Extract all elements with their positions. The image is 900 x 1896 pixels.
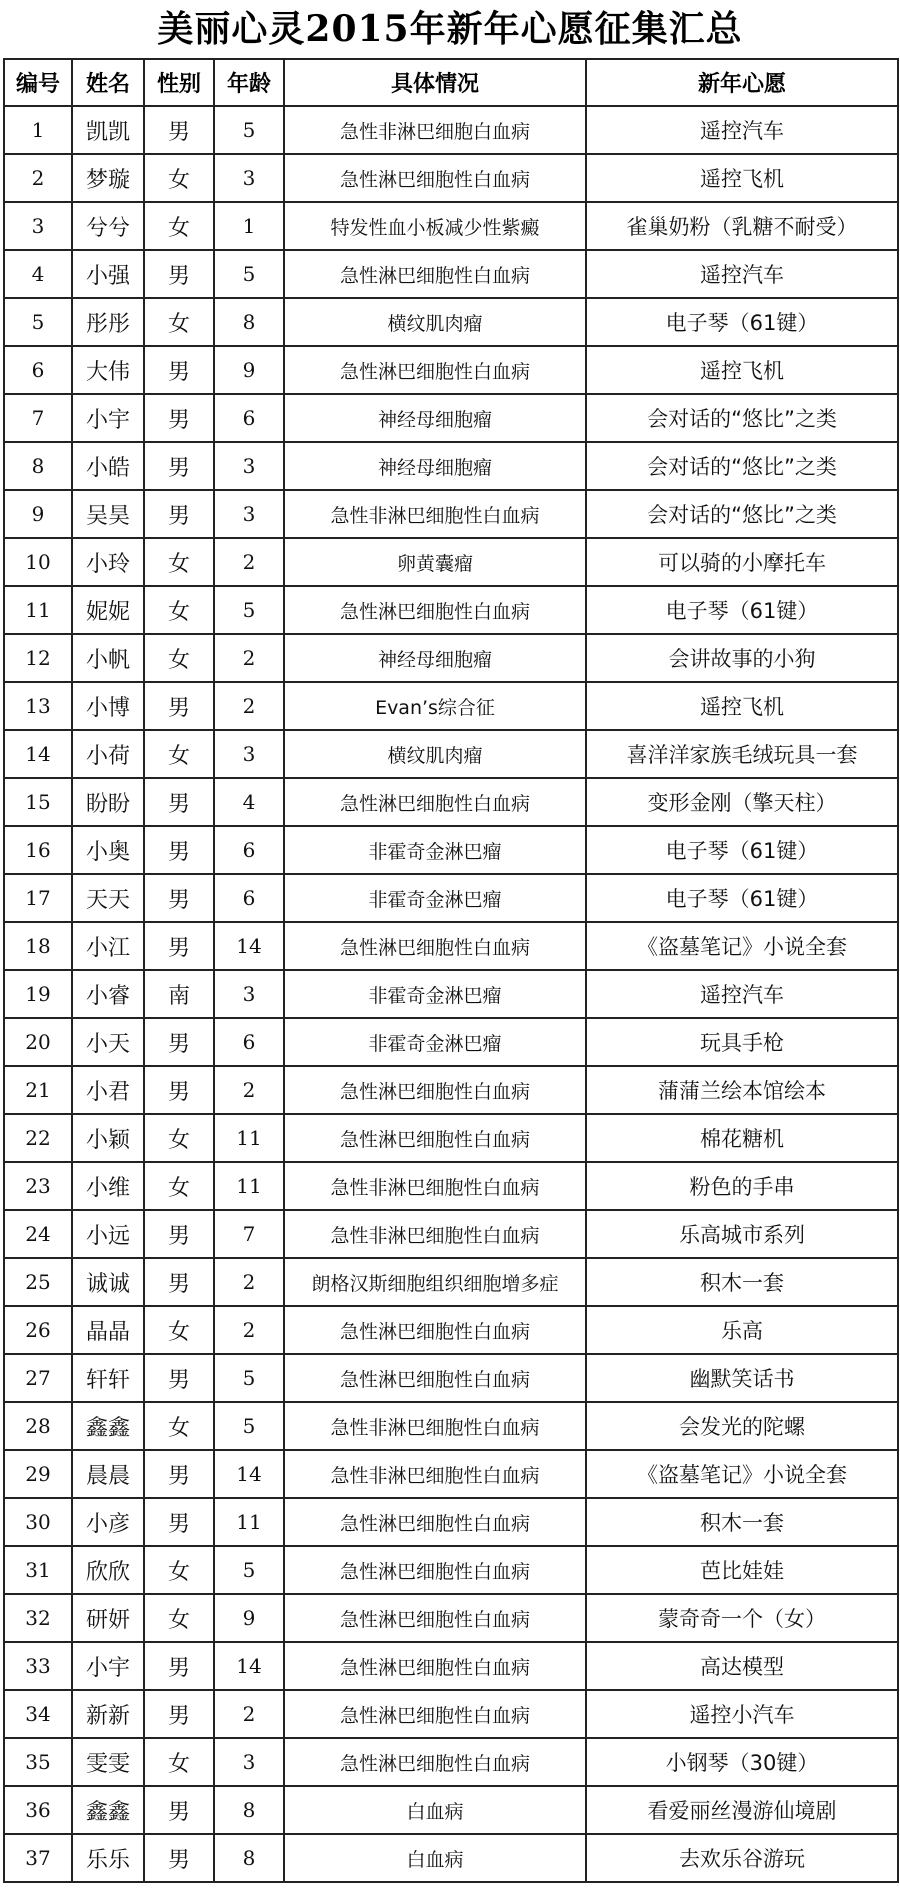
row-wish: 会讲故事的小狗 <box>586 634 898 682</box>
row-condition: 白血病 <box>284 1786 586 1834</box>
row-wish: 积木一套 <box>586 1498 898 1546</box>
row-condition: 非霍奇金淋巴瘤 <box>284 970 586 1018</box>
row-age: 3 <box>214 730 284 778</box>
row-condition: 横纹肌肉瘤 <box>284 730 586 778</box>
row-name: 小宇 <box>72 1642 144 1690</box>
table-row <box>4 1642 898 1690</box>
row-condition: 急性淋巴细胞性白血病 <box>284 1354 586 1402</box>
row-wish: 电子琴（61键） <box>586 586 898 634</box>
row-wish: 遥控汽车 <box>586 250 898 298</box>
row-sex: 男 <box>144 1258 214 1306</box>
row-id: 11 <box>4 586 72 634</box>
row-age: 9 <box>214 1594 284 1642</box>
row-id: 19 <box>4 970 72 1018</box>
table-row <box>4 1450 898 1498</box>
row-age: 6 <box>214 826 284 874</box>
row-id: 24 <box>4 1210 72 1258</box>
row-condition: 非霍奇金淋巴瘤 <box>284 1018 586 1066</box>
row-name: 小睿 <box>72 970 144 1018</box>
row-age: 5 <box>214 586 284 634</box>
row-id: 2 <box>4 154 72 202</box>
row-name: 研妍 <box>72 1594 144 1642</box>
row-id: 23 <box>4 1162 72 1210</box>
row-id: 10 <box>4 538 72 586</box>
row-id: 37 <box>4 1834 72 1882</box>
row-wish: 棉花糖机 <box>586 1114 898 1162</box>
row-id: 25 <box>4 1258 72 1306</box>
row-age: 5 <box>214 250 284 298</box>
row-sex: 男 <box>144 874 214 922</box>
table-row <box>4 1402 898 1450</box>
row-age: 14 <box>214 1642 284 1690</box>
table-row <box>4 394 898 442</box>
row-name: 小君 <box>72 1066 144 1114</box>
table-row <box>4 634 898 682</box>
row-condition: 急性淋巴细胞性白血病 <box>284 1114 586 1162</box>
row-age: 2 <box>214 682 284 730</box>
row-wish: 变形金刚（擎天柱） <box>586 778 898 826</box>
row-wish: 乐高城市系列 <box>586 1210 898 1258</box>
row-name: 新新 <box>72 1690 144 1738</box>
row-sex: 男 <box>144 922 214 970</box>
row-id: 15 <box>4 778 72 826</box>
row-sex: 男 <box>144 682 214 730</box>
row-sex: 女 <box>144 1546 214 1594</box>
row-wish: 电子琴（61键） <box>586 298 898 346</box>
row-name: 小奥 <box>72 826 144 874</box>
row-age: 14 <box>214 1450 284 1498</box>
table-row <box>4 490 898 538</box>
row-condition: 急性淋巴细胞性白血病 <box>284 922 586 970</box>
row-wish: 会对话的“悠比”之类 <box>586 394 898 442</box>
row-age: 3 <box>214 442 284 490</box>
row-name: 晨晨 <box>72 1450 144 1498</box>
row-sex: 男 <box>144 1786 214 1834</box>
row-condition: 白血病 <box>284 1834 586 1882</box>
row-name: 乐乐 <box>72 1834 144 1882</box>
row-sex: 女 <box>144 202 214 250</box>
row-name: 大伟 <box>72 346 144 394</box>
table-row <box>4 442 898 490</box>
table-row <box>4 922 898 970</box>
row-wish: 蒙奇奇一个（女） <box>586 1594 898 1642</box>
row-sex: 女 <box>144 538 214 586</box>
row-wish: 积木一套 <box>586 1258 898 1306</box>
row-name: 小博 <box>72 682 144 730</box>
row-id: 28 <box>4 1402 72 1450</box>
row-condition: 急性淋巴细胞性白血病 <box>284 586 586 634</box>
row-name: 吴昊 <box>72 490 144 538</box>
table-row <box>4 1210 898 1258</box>
row-age: 5 <box>214 1546 284 1594</box>
row-sex: 女 <box>144 1306 214 1354</box>
row-name: 兮兮 <box>72 202 144 250</box>
row-age: 5 <box>214 106 284 154</box>
row-id: 35 <box>4 1738 72 1786</box>
row-name: 小维 <box>72 1162 144 1210</box>
row-age: 11 <box>214 1162 284 1210</box>
row-name: 小江 <box>72 922 144 970</box>
table-row <box>4 1162 898 1210</box>
row-age: 14 <box>214 922 284 970</box>
table-row <box>4 1498 898 1546</box>
row-name: 梦璇 <box>72 154 144 202</box>
row-condition: 非霍奇金淋巴瘤 <box>284 826 586 874</box>
row-condition: 急性淋巴细胞性白血病 <box>284 778 586 826</box>
row-id: 14 <box>4 730 72 778</box>
row-name: 小玲 <box>72 538 144 586</box>
row-condition: 横纹肌肉瘤 <box>284 298 586 346</box>
row-wish: 会对话的“悠比”之类 <box>586 442 898 490</box>
row-age: 3 <box>214 490 284 538</box>
table-row <box>4 1066 898 1114</box>
row-id: 5 <box>4 298 72 346</box>
row-wish: 去欢乐谷游玩 <box>586 1834 898 1882</box>
row-id: 6 <box>4 346 72 394</box>
row-name: 小彦 <box>72 1498 144 1546</box>
table-row <box>4 1738 898 1786</box>
row-condition: 急性淋巴细胞性白血病 <box>284 1306 586 1354</box>
row-id: 16 <box>4 826 72 874</box>
row-wish: 乐高 <box>586 1306 898 1354</box>
row-wish: 遥控飞机 <box>586 154 898 202</box>
row-id: 20 <box>4 1018 72 1066</box>
row-age: 11 <box>214 1498 284 1546</box>
row-wish: 遥控飞机 <box>586 346 898 394</box>
row-condition: 特发性血小板减少性紫癜 <box>284 202 586 250</box>
row-wish: 《盗墓笔记》小说全套 <box>586 1450 898 1498</box>
row-age: 9 <box>214 346 284 394</box>
row-name: 小皓 <box>72 442 144 490</box>
row-wish: 遥控汽车 <box>586 106 898 154</box>
row-id: 36 <box>4 1786 72 1834</box>
row-age: 7 <box>214 1210 284 1258</box>
row-wish: 玩具手枪 <box>586 1018 898 1066</box>
row-age: 2 <box>214 1306 284 1354</box>
row-id: 13 <box>4 682 72 730</box>
row-sex: 男 <box>144 490 214 538</box>
row-id: 33 <box>4 1642 72 1690</box>
row-sex: 女 <box>144 1162 214 1210</box>
row-sex: 女 <box>144 586 214 634</box>
wish-table <box>3 58 899 1883</box>
row-name: 欣欣 <box>72 1546 144 1594</box>
row-sex: 男 <box>144 1018 214 1066</box>
row-age: 6 <box>214 1018 284 1066</box>
row-sex: 女 <box>144 1114 214 1162</box>
header-name: 姓名 <box>72 59 144 106</box>
table-row <box>4 1306 898 1354</box>
row-age: 1 <box>214 202 284 250</box>
row-condition: 急性淋巴细胞性白血病 <box>284 346 586 394</box>
row-wish: 芭比娃娃 <box>586 1546 898 1594</box>
row-condition: 卵黄囊瘤 <box>284 538 586 586</box>
row-sex: 男 <box>144 250 214 298</box>
row-sex: 女 <box>144 154 214 202</box>
table-row <box>4 1114 898 1162</box>
row-age: 5 <box>214 1354 284 1402</box>
row-sex: 男 <box>144 1642 214 1690</box>
row-condition: Evan’s综合征 <box>284 682 586 730</box>
row-wish: 蒲蒲兰绘本馆绘本 <box>586 1066 898 1114</box>
row-name: 晶晶 <box>72 1306 144 1354</box>
row-name: 妮妮 <box>72 586 144 634</box>
row-sex: 女 <box>144 1738 214 1786</box>
row-id: 32 <box>4 1594 72 1642</box>
row-sex: 男 <box>144 346 214 394</box>
row-wish: 小钢琴（30键） <box>586 1738 898 1786</box>
header-age: 年龄 <box>214 59 284 106</box>
row-name: 盼盼 <box>72 778 144 826</box>
row-sex: 女 <box>144 730 214 778</box>
row-condition: 急性淋巴细胞性白血病 <box>284 1546 586 1594</box>
row-condition: 急性非淋巴细胞性白血病 <box>284 1162 586 1210</box>
row-wish: 可以骑的小摩托车 <box>586 538 898 586</box>
table-row <box>4 682 898 730</box>
table-row <box>4 826 898 874</box>
row-name: 小宇 <box>72 394 144 442</box>
table-row <box>4 1546 898 1594</box>
row-id: 12 <box>4 634 72 682</box>
row-wish: 雀巢奶粉（乳糖不耐受） <box>586 202 898 250</box>
row-id: 29 <box>4 1450 72 1498</box>
row-sex: 男 <box>144 1354 214 1402</box>
row-sex: 男 <box>144 778 214 826</box>
table-row <box>4 970 898 1018</box>
document-title: 美丽心灵2015年新年心愿征集汇总 <box>157 8 743 50</box>
row-age: 6 <box>214 394 284 442</box>
table-row <box>4 346 898 394</box>
row-name: 彤彤 <box>72 298 144 346</box>
row-name: 鑫鑫 <box>72 1786 144 1834</box>
table-row <box>4 1834 898 1882</box>
row-sex: 男 <box>144 1066 214 1114</box>
row-id: 31 <box>4 1546 72 1594</box>
row-name: 小帆 <box>72 634 144 682</box>
row-id: 21 <box>4 1066 72 1114</box>
row-wish: 喜洋洋家族毛绒玩具一套 <box>586 730 898 778</box>
table-row <box>4 154 898 202</box>
row-sex: 男 <box>144 1210 214 1258</box>
row-id: 1 <box>4 106 72 154</box>
row-id: 27 <box>4 1354 72 1402</box>
row-sex: 男 <box>144 826 214 874</box>
header-id: 编号 <box>4 59 72 106</box>
row-condition: 急性非淋巴细胞性白血病 <box>284 1402 586 1450</box>
row-age: 8 <box>214 298 284 346</box>
row-name: 小颖 <box>72 1114 144 1162</box>
row-name: 小远 <box>72 1210 144 1258</box>
row-name: 鑫鑫 <box>72 1402 144 1450</box>
table-body <box>4 106 898 1882</box>
table-row <box>4 586 898 634</box>
row-sex: 南 <box>144 970 214 1018</box>
row-sex: 男 <box>144 106 214 154</box>
header-sex: 性别 <box>144 59 214 106</box>
row-wish: 粉色的手串 <box>586 1162 898 1210</box>
row-condition: 非霍奇金淋巴瘤 <box>284 874 586 922</box>
header-wish: 新年心愿 <box>586 59 898 106</box>
row-condition: 神经母细胞瘤 <box>284 442 586 490</box>
row-condition: 急性淋巴细胞性白血病 <box>284 1690 586 1738</box>
row-age: 11 <box>214 1114 284 1162</box>
row-age: 6 <box>214 874 284 922</box>
header-row <box>4 59 898 106</box>
table-row <box>4 1786 898 1834</box>
row-name: 小天 <box>72 1018 144 1066</box>
row-wish: 会发光的陀螺 <box>586 1402 898 1450</box>
row-name: 天天 <box>72 874 144 922</box>
row-age: 3 <box>214 154 284 202</box>
row-age: 2 <box>214 1690 284 1738</box>
row-id: 26 <box>4 1306 72 1354</box>
row-age: 3 <box>214 1738 284 1786</box>
row-sex: 男 <box>144 1450 214 1498</box>
row-condition: 急性淋巴细胞性白血病 <box>284 250 586 298</box>
row-wish: 会对话的“悠比”之类 <box>586 490 898 538</box>
row-id: 8 <box>4 442 72 490</box>
row-condition: 神经母细胞瘤 <box>284 634 586 682</box>
row-id: 7 <box>4 394 72 442</box>
table-row <box>4 1690 898 1738</box>
row-id: 9 <box>4 490 72 538</box>
row-wish: 高达模型 <box>586 1642 898 1690</box>
row-sex: 女 <box>144 298 214 346</box>
row-sex: 女 <box>144 1402 214 1450</box>
row-age: 2 <box>214 538 284 586</box>
row-sex: 女 <box>144 1594 214 1642</box>
row-sex: 男 <box>144 1834 214 1882</box>
row-age: 8 <box>214 1834 284 1882</box>
table-row <box>4 1018 898 1066</box>
row-name: 小荷 <box>72 730 144 778</box>
table-row <box>4 874 898 922</box>
row-id: 34 <box>4 1690 72 1738</box>
row-condition: 急性淋巴细胞性白血病 <box>284 154 586 202</box>
row-condition: 朗格汉斯细胞组织细胞增多症 <box>284 1258 586 1306</box>
row-id: 4 <box>4 250 72 298</box>
row-condition: 急性非淋巴细胞性白血病 <box>284 490 586 538</box>
row-wish: 看爱丽丝漫游仙境剧 <box>586 1786 898 1834</box>
row-sex: 男 <box>144 1498 214 1546</box>
row-name: 诚诚 <box>72 1258 144 1306</box>
table-row <box>4 778 898 826</box>
row-id: 3 <box>4 202 72 250</box>
row-name: 轩轩 <box>72 1354 144 1402</box>
table-row <box>4 1258 898 1306</box>
row-name: 雯雯 <box>72 1738 144 1786</box>
row-age: 5 <box>214 1402 284 1450</box>
row-age: 8 <box>214 1786 284 1834</box>
row-wish: 遥控汽车 <box>586 970 898 1018</box>
row-condition: 急性淋巴细胞性白血病 <box>284 1642 586 1690</box>
row-sex: 男 <box>144 1690 214 1738</box>
row-age: 2 <box>214 634 284 682</box>
row-id: 22 <box>4 1114 72 1162</box>
row-wish: 电子琴（61键） <box>586 874 898 922</box>
table-row <box>4 538 898 586</box>
row-name: 小强 <box>72 250 144 298</box>
row-condition: 急性淋巴细胞性白血病 <box>284 1738 586 1786</box>
row-age: 2 <box>214 1258 284 1306</box>
table-row <box>4 730 898 778</box>
row-sex: 女 <box>144 634 214 682</box>
table-row <box>4 106 898 154</box>
row-id: 17 <box>4 874 72 922</box>
row-condition: 急性淋巴细胞性白血病 <box>284 1066 586 1114</box>
table-row <box>4 250 898 298</box>
row-sex: 男 <box>144 394 214 442</box>
row-sex: 男 <box>144 442 214 490</box>
row-wish: 遥控小汽车 <box>586 1690 898 1738</box>
row-condition: 急性非淋巴细胞白血病 <box>284 106 586 154</box>
row-condition: 急性非淋巴细胞性白血病 <box>284 1450 586 1498</box>
row-age: 3 <box>214 970 284 1018</box>
row-age: 4 <box>214 778 284 826</box>
row-wish: 《盗墓笔记》小说全套 <box>586 922 898 970</box>
row-condition: 急性淋巴细胞性白血病 <box>284 1498 586 1546</box>
row-condition: 神经母细胞瘤 <box>284 394 586 442</box>
table-row <box>4 1354 898 1402</box>
table-row <box>4 202 898 250</box>
header-condition: 具体情况 <box>284 59 586 106</box>
row-name: 凯凯 <box>72 106 144 154</box>
table-row <box>4 298 898 346</box>
row-id: 30 <box>4 1498 72 1546</box>
row-id: 18 <box>4 922 72 970</box>
row-wish: 遥控飞机 <box>586 682 898 730</box>
table-row <box>4 1594 898 1642</box>
row-condition: 急性非淋巴细胞性白血病 <box>284 1210 586 1258</box>
row-condition: 急性淋巴细胞性白血病 <box>284 1594 586 1642</box>
row-wish: 电子琴（61键） <box>586 826 898 874</box>
row-age: 2 <box>214 1066 284 1114</box>
row-wish: 幽默笑话书 <box>586 1354 898 1402</box>
table-header <box>4 59 898 106</box>
